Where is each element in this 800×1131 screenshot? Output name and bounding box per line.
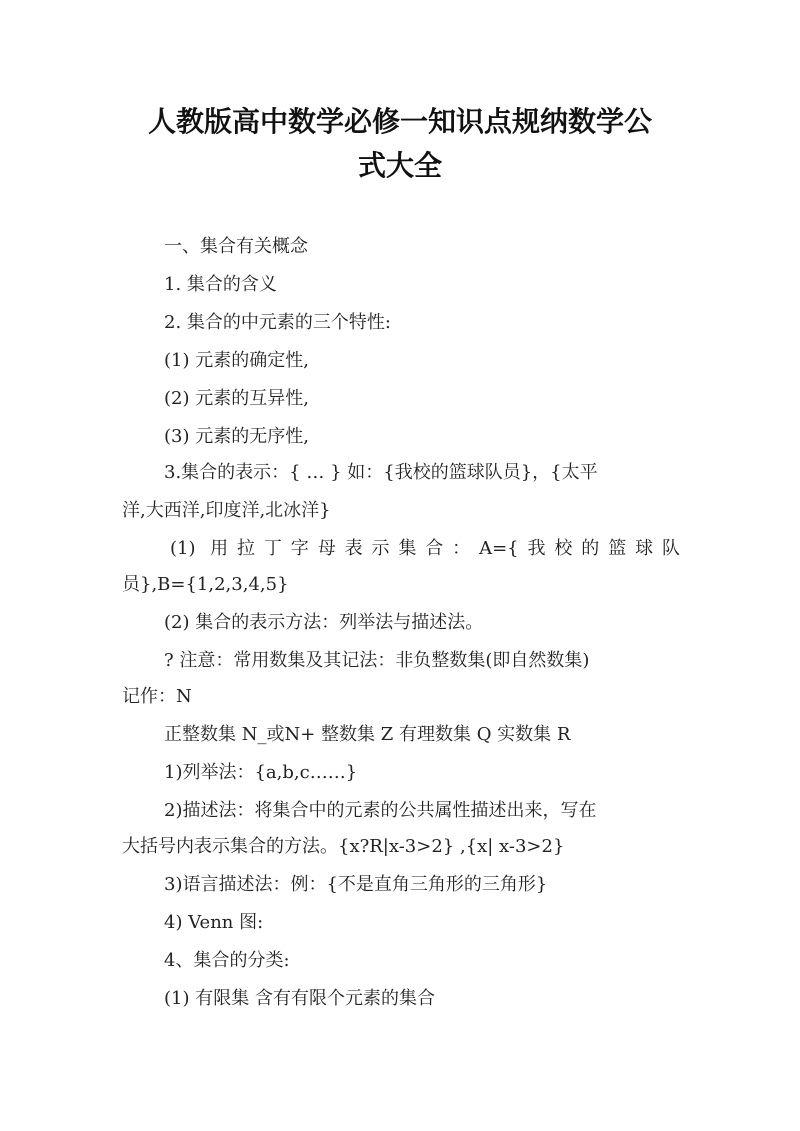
paragraph-line: ? 注意：常用数集及其记法：非负整数集(即自然数集) bbox=[164, 650, 590, 671]
document-title-line-1: 人教版高中数学必修一知识点规纳数学公 bbox=[147, 105, 652, 138]
paragraph-line: 正整数集 N_或N+ 整数集 Z 有理数集 Q 实数集 R bbox=[164, 724, 571, 745]
paragraph-line: 记作：N bbox=[122, 686, 192, 707]
paragraph-line: 3)语言描述法：例：{不是直角三角形的三角形} bbox=[164, 874, 548, 895]
list-item: (3) 元素的无序性, bbox=[164, 426, 309, 447]
paragraph-line: 4) Venn 图: bbox=[164, 912, 264, 933]
paragraph-line: 1)列举法：{a,b,c……} bbox=[164, 762, 358, 783]
subsection-heading: 2. 集合的中元素的三个特性: bbox=[164, 312, 391, 333]
paragraph-line: (1) 用拉丁字母表示集合：A={我校的篮球队 bbox=[170, 538, 680, 559]
list-item: (1) 元素的确定性, bbox=[164, 350, 309, 371]
section-heading: 4、集合的分类: bbox=[164, 950, 290, 971]
document-title-line-2: 式大全 bbox=[357, 149, 442, 182]
section-heading: 一、集合有关概念 bbox=[164, 236, 308, 257]
paragraph-line: 员},B={1,2,3,4,5} bbox=[122, 574, 289, 595]
paragraph-line: 洋,大西洋,印度洋,北冰洋} bbox=[122, 500, 331, 521]
subsection-heading: 1. 集合的含义 bbox=[164, 274, 277, 295]
list-item: (1) 有限集 含有有限个元素的集合 bbox=[164, 988, 435, 1009]
paragraph-line: 大括号内表示集合的方法。{x?R|x-3>2} ,{x| x-3>2} bbox=[122, 836, 565, 857]
paragraph-line: 3.集合的表示：{ … } 如：{我校的篮球队员}，{太平 bbox=[164, 462, 598, 483]
list-item: (2) 元素的互异性, bbox=[164, 388, 309, 409]
paragraph-line: (2) 集合的表示方法：列举法与描述法。 bbox=[164, 612, 484, 633]
paragraph-line: 2)描述法：将集合中的元素的公共属性描述出来，写在 bbox=[164, 800, 597, 821]
